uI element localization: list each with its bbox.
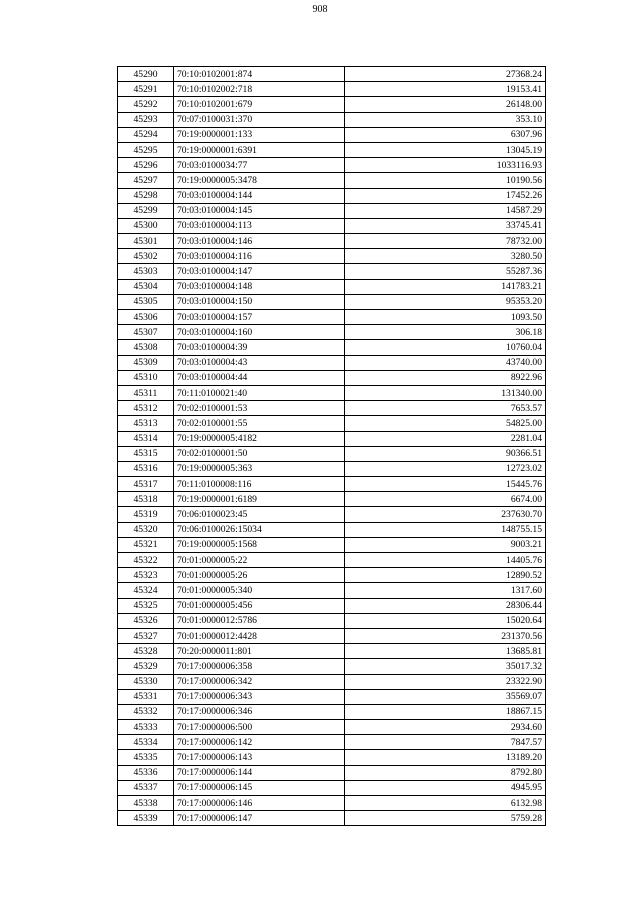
row-number-cell: 45294 [118,127,174,142]
row-number-cell: 45297 [118,173,174,188]
table-row [118,780,546,795]
row-number-cell: 45315 [118,446,174,461]
cadastral-number-cell: 70:17:0000006:142 [174,735,345,750]
table-row [118,264,546,279]
value-cell: 55287.36 [345,264,546,279]
value-cell: 10760.04 [345,340,546,355]
table-row [118,704,546,719]
cadastral-number-cell: 70:17:0000006:358 [174,659,345,674]
table-row [118,294,546,309]
value-cell: 26148.00 [345,97,546,112]
table-row [118,370,546,385]
cadastral-number-cell: 70:11:0100021:40 [174,385,345,400]
value-cell: 14405.76 [345,553,546,568]
table-row [118,279,546,294]
value-cell: 7847.57 [345,735,546,750]
value-cell: 43740.00 [345,355,546,370]
cadastral-number-cell: 70:19:0000001:6391 [174,142,345,157]
cadastral-number-cell: 70:17:0000006:146 [174,796,345,811]
cadastral-number-cell: 70:02:0100001:50 [174,446,345,461]
cadastral-number-cell: 70:01:0000005:22 [174,553,345,568]
table-row [118,765,546,780]
value-cell: 54825.00 [345,416,546,431]
value-cell: 78732.00 [345,234,546,249]
row-number-cell: 45333 [118,720,174,735]
table-row [118,401,546,416]
value-cell: 13685.81 [345,644,546,659]
value-cell: 231370.56 [345,628,546,643]
row-number-cell: 45328 [118,644,174,659]
cadastral-number-cell: 70:03:0100004:44 [174,370,345,385]
table-row [118,142,546,157]
value-cell: 3280.50 [345,249,546,264]
row-number-cell: 45307 [118,325,174,340]
cadastral-number-cell: 70:17:0000006:144 [174,765,345,780]
value-cell: 306.18 [345,325,546,340]
row-number-cell: 45311 [118,385,174,400]
cadastral-number-cell: 70:17:0000006:147 [174,811,345,826]
table-row [118,203,546,218]
row-number-cell: 45316 [118,461,174,476]
table-row [118,310,546,325]
cadastral-number-cell: 70:06:0100023:45 [174,507,345,522]
cadastral-number-cell: 70:07:0100031:370 [174,112,345,127]
cadastral-number-cell: 70:10:0102002:718 [174,82,345,97]
cadastral-number-cell: 70:03:0100004:147 [174,264,345,279]
cadastral-number-cell: 70:17:0000006:500 [174,720,345,735]
value-cell: 5759.28 [345,811,546,826]
table-row [118,325,546,340]
value-cell: 35017.32 [345,659,546,674]
table-row [118,173,546,188]
value-cell: 2281.04 [345,431,546,446]
row-number-cell: 45317 [118,477,174,492]
table-row [118,461,546,476]
row-number-cell: 45339 [118,811,174,826]
value-cell: 353.10 [345,112,546,127]
table-row [118,67,546,82]
row-number-cell: 45320 [118,522,174,537]
value-cell: 131340.00 [345,385,546,400]
value-cell: 10190.56 [345,173,546,188]
page-number: 908 [312,4,328,15]
row-number-cell: 45329 [118,659,174,674]
row-number-cell: 45318 [118,492,174,507]
cadastral-number-cell: 70:17:0000006:342 [174,674,345,689]
row-number-cell: 45301 [118,234,174,249]
value-cell: 13189.20 [345,750,546,765]
cadastral-number-cell: 70:19:0000005:4182 [174,431,345,446]
table-row [118,416,546,431]
cadastral-number-cell: 70:01:0000005:340 [174,583,345,598]
cadastral-number-cell: 70:03:0100004:150 [174,294,345,309]
row-number-cell: 45330 [118,674,174,689]
row-number-cell: 45293 [118,112,174,127]
row-number-cell: 45304 [118,279,174,294]
value-cell: 9003.21 [345,537,546,552]
cadastral-number-cell: 70:03:0100004:39 [174,340,345,355]
value-cell: 6132.98 [345,796,546,811]
value-cell: 12723.02 [345,461,546,476]
table-row [118,477,546,492]
row-number-cell: 45296 [118,158,174,173]
value-cell: 6307.96 [345,127,546,142]
cadastral-number-cell: 70:03:0100004:157 [174,310,345,325]
table-row [118,659,546,674]
table-row [118,796,546,811]
cadastral-number-cell: 70:01:0000012:4428 [174,628,345,643]
cadastral-number-cell: 70:11:0100008:116 [174,477,345,492]
cadastral-number-cell: 70:01:0000005:26 [174,568,345,583]
cadastral-number-cell: 70:03:0100004:144 [174,188,345,203]
table-row [118,644,546,659]
table-row [118,431,546,446]
table-row [118,613,546,628]
cadastral-table [117,66,546,826]
table-row [118,112,546,127]
table-row [118,811,546,826]
table-row [118,355,546,370]
table-row [118,218,546,233]
value-cell: 17452.26 [345,188,546,203]
cadastral-number-cell: 70:01:0000005:456 [174,598,345,613]
row-number-cell: 45314 [118,431,174,446]
table-row [118,234,546,249]
row-number-cell: 45298 [118,188,174,203]
table-row [118,568,546,583]
row-number-cell: 45323 [118,568,174,583]
cadastral-number-cell: 70:03:0100004:146 [174,234,345,249]
value-cell: 8922.96 [345,370,546,385]
value-cell: 1093.50 [345,310,546,325]
table-row [118,340,546,355]
cadastral-number-cell: 70:17:0000006:143 [174,750,345,765]
row-number-cell: 45302 [118,249,174,264]
row-number-cell: 45322 [118,553,174,568]
value-cell: 2934.60 [345,720,546,735]
row-number-cell: 45303 [118,264,174,279]
value-cell: 15020.64 [345,613,546,628]
table-row [118,598,546,613]
cadastral-number-cell: 70:20:0000011:801 [174,644,345,659]
cadastral-number-cell: 70:03:0100034:77 [174,158,345,173]
table-row [118,735,546,750]
row-number-cell: 45327 [118,628,174,643]
cadastral-number-cell: 70:19:0000005:363 [174,461,345,476]
value-cell: 4945.95 [345,780,546,795]
row-number-cell: 45295 [118,142,174,157]
table-row [118,628,546,643]
value-cell: 12890.52 [345,568,546,583]
value-cell: 237630.70 [345,507,546,522]
value-cell: 141783.21 [345,279,546,294]
cadastral-number-cell: 70:03:0100004:160 [174,325,345,340]
table-row [118,97,546,112]
table-row [118,158,546,173]
cadastral-number-cell: 70:17:0000006:346 [174,704,345,719]
table-row [118,188,546,203]
table-row [118,507,546,522]
row-number-cell: 45335 [118,750,174,765]
row-number-cell: 45325 [118,598,174,613]
cadastral-number-cell: 70:19:0000005:3478 [174,173,345,188]
row-number-cell: 45291 [118,82,174,97]
row-number-cell: 45310 [118,370,174,385]
table-row [118,750,546,765]
row-number-cell: 45324 [118,583,174,598]
row-number-cell: 45334 [118,735,174,750]
table-row [118,583,546,598]
row-number-cell: 45321 [118,537,174,552]
row-number-cell: 45305 [118,294,174,309]
table-row [118,720,546,735]
value-cell: 27368.24 [345,67,546,82]
cadastral-number-cell: 70:02:0100001:55 [174,416,345,431]
row-number-cell: 45331 [118,689,174,704]
table-row [118,127,546,142]
cadastral-number-cell: 70:06:0100026:15034 [174,522,345,537]
table-row [118,553,546,568]
cadastral-number-cell: 70:03:0100004:113 [174,218,345,233]
value-cell: 6674.00 [345,492,546,507]
row-number-cell: 45306 [118,310,174,325]
value-cell: 23322.90 [345,674,546,689]
value-cell: 1317.60 [345,583,546,598]
cadastral-number-cell: 70:03:0100004:43 [174,355,345,370]
table-row [118,249,546,264]
row-number-cell: 45336 [118,765,174,780]
value-cell: 14587.29 [345,203,546,218]
cadastral-number-cell: 70:03:0100004:116 [174,249,345,264]
row-number-cell: 45326 [118,613,174,628]
cadastral-number-cell: 70:03:0100004:148 [174,279,345,294]
cadastral-number-cell: 70:19:0000005:1568 [174,537,345,552]
row-number-cell: 45309 [118,355,174,370]
row-number-cell: 45308 [118,340,174,355]
table-row [118,385,546,400]
value-cell: 7653.57 [345,401,546,416]
cadastral-number-cell: 70:19:0000001:6189 [174,492,345,507]
value-cell: 33745.41 [345,218,546,233]
cadastral-number-cell: 70:10:0102001:874 [174,67,345,82]
row-number-cell: 45300 [118,218,174,233]
value-cell: 35569.07 [345,689,546,704]
row-number-cell: 45313 [118,416,174,431]
row-number-cell: 45290 [118,67,174,82]
value-cell: 95353.20 [345,294,546,309]
table-row [118,674,546,689]
value-cell: 19153.41 [345,82,546,97]
row-number-cell: 45312 [118,401,174,416]
row-number-cell: 45292 [118,97,174,112]
table-body [118,67,546,826]
row-number-cell: 45337 [118,780,174,795]
row-number-cell: 45299 [118,203,174,218]
table-row [118,537,546,552]
value-cell: 13045.19 [345,142,546,157]
table-row [118,446,546,461]
row-number-cell: 45338 [118,796,174,811]
value-cell: 18867.15 [345,704,546,719]
row-number-cell: 45319 [118,507,174,522]
value-cell: 148755.15 [345,522,546,537]
cadastral-number-cell: 70:10:0102001:679 [174,97,345,112]
value-cell: 28306.44 [345,598,546,613]
cadastral-number-cell: 70:17:0000006:343 [174,689,345,704]
cadastral-number-cell: 70:19:0000001:133 [174,127,345,142]
value-cell: 1033116.93 [345,158,546,173]
table-row [118,492,546,507]
table-row [118,82,546,97]
cadastral-number-cell: 70:02:0100001:53 [174,401,345,416]
table-row [118,689,546,704]
row-number-cell: 45332 [118,704,174,719]
value-cell: 8792.80 [345,765,546,780]
table-row [118,522,546,537]
cadastral-number-cell: 70:01:0000012:5786 [174,613,345,628]
cadastral-number-cell: 70:03:0100004:145 [174,203,345,218]
cadastral-number-cell: 70:17:0000006:145 [174,780,345,795]
value-cell: 15445.76 [345,477,546,492]
value-cell: 90366.51 [345,446,546,461]
